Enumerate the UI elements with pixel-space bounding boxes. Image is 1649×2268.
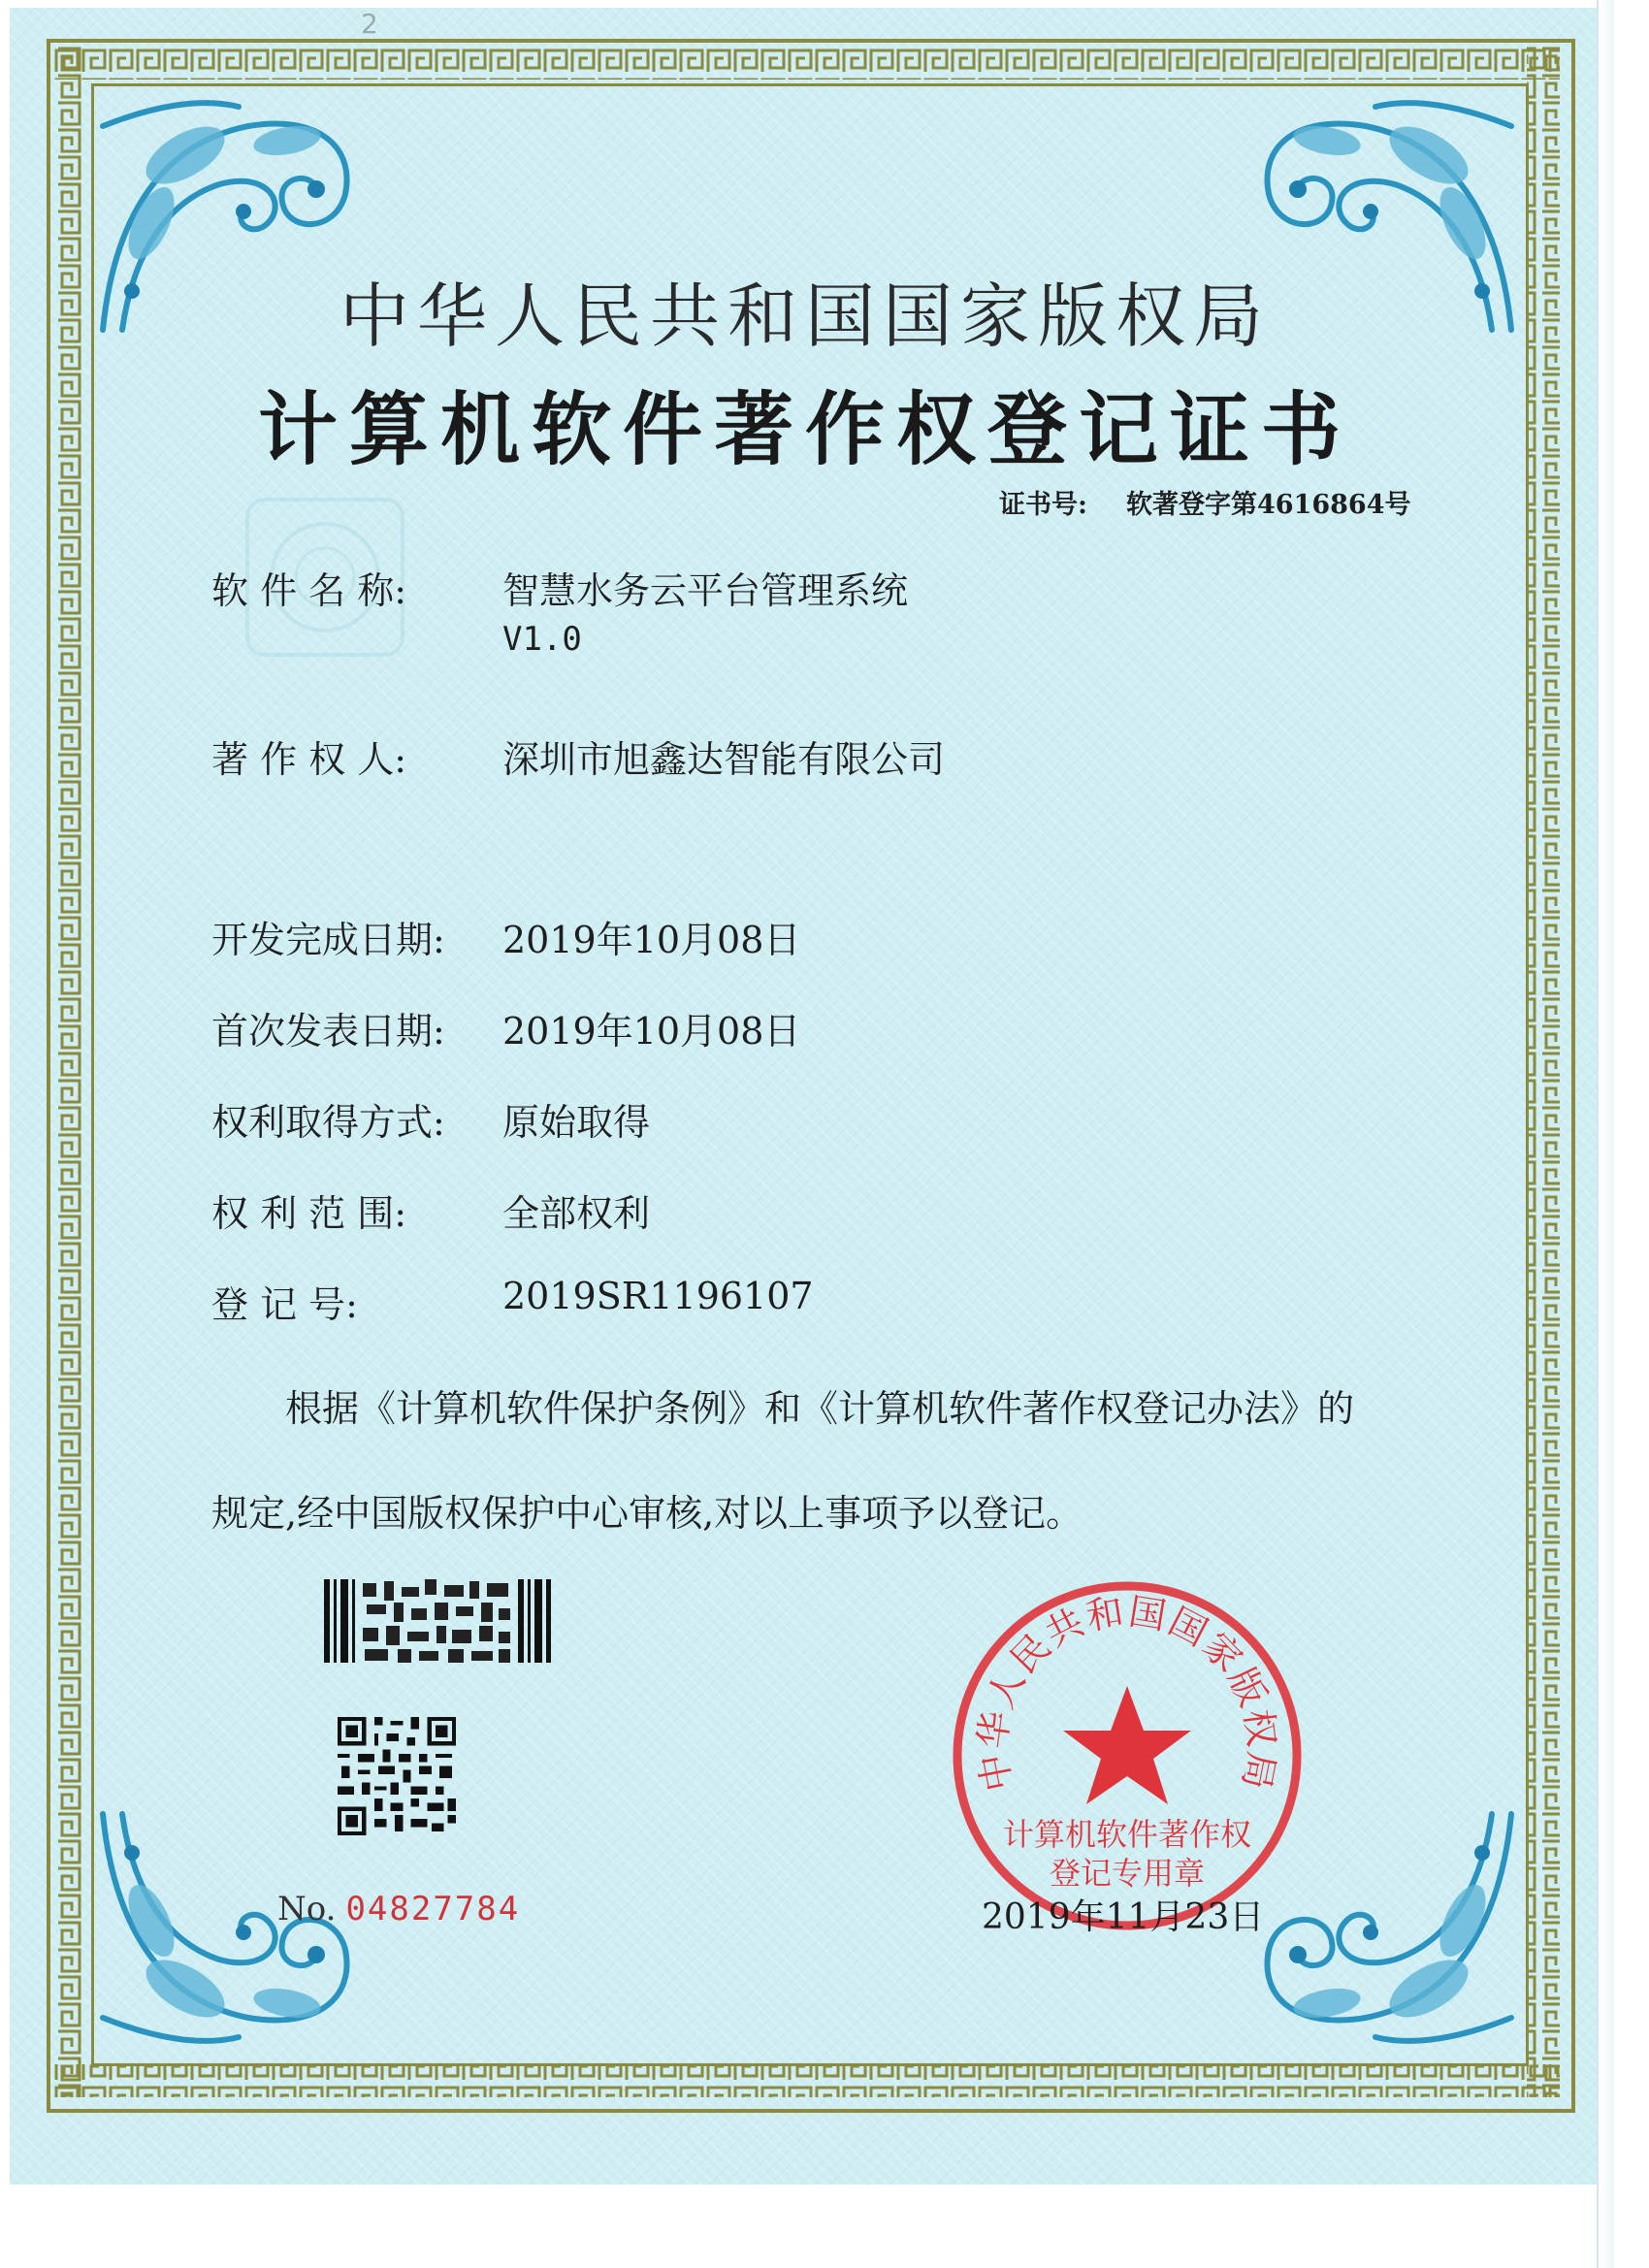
seal-inner-line-1: 计算机软件著作权 bbox=[1002, 1816, 1252, 1853]
seal-ring-text: 中华人民共和国国家版权局 bbox=[970, 1589, 1284, 1796]
field-acquire bbox=[211, 1092, 650, 1146]
field-pub-date bbox=[211, 1001, 800, 1054]
statement-line-1: 根据《计算机软件保护条例》和《计算机软件著作权登记办法》的 bbox=[285, 1387, 1355, 1430]
field-reg-no bbox=[211, 1275, 814, 1328]
reg-no-value: 2019SR1196107 bbox=[502, 1275, 814, 1317]
scope-label: 权 利 范 围: bbox=[211, 1192, 407, 1235]
dev-date-value: 2019年10月08日 bbox=[502, 919, 801, 961]
dev-date-label: 开发完成日期: bbox=[211, 919, 445, 961]
certificate-number-value: 软著登字第4616864号 bbox=[1125, 490, 1411, 520]
official-seal bbox=[943, 1571, 1311, 1940]
field-scope bbox=[211, 1183, 650, 1237]
certificate-number bbox=[999, 483, 1410, 521]
software-name-value: 智慧水务云平台管理系统 bbox=[502, 569, 909, 612]
acquire-value: 原始取得 bbox=[502, 1101, 651, 1144]
issuer-title: 中华人民共和国国家版权局 bbox=[339, 275, 1271, 357]
seal-inner-line-2: 登记专用章 bbox=[1049, 1855, 1206, 1892]
registration-statement bbox=[211, 1356, 1443, 1566]
pub-date-label: 首次发表日期: bbox=[211, 1010, 445, 1053]
software-version: V1.0 bbox=[502, 620, 582, 659]
statement-line-2: 规定,经中国版权保护中心审核,对以上事项予以登记。 bbox=[211, 1492, 1083, 1535]
serial-value: 04827784 bbox=[345, 1890, 521, 1928]
pencil-mark: 2 bbox=[361, 8, 378, 40]
certificate-number-label: 证书号: bbox=[999, 490, 1087, 520]
pub-date-value: 2019年10月08日 bbox=[502, 1010, 801, 1053]
owner-value: 深圳市旭鑫达智能有限公司 bbox=[502, 738, 946, 781]
field-owner bbox=[211, 729, 945, 783]
corner-ornament-bottom-left bbox=[93, 1804, 374, 2057]
field-dev-date bbox=[211, 910, 800, 963]
owner-label: 著 作 权 人: bbox=[211, 738, 407, 781]
certificate-title: 计算机软件著作权登记证书 bbox=[257, 383, 1352, 476]
serial-label: No. bbox=[277, 1890, 337, 1928]
seal-star-icon bbox=[1063, 1686, 1191, 1804]
issue-date: 2019年11月23日 bbox=[982, 1897, 1265, 1937]
scope-value: 全部权利 bbox=[502, 1192, 651, 1235]
qr-code bbox=[338, 1717, 456, 1835]
serial-number bbox=[277, 1890, 520, 1928]
acquire-label: 权利取得方式: bbox=[211, 1101, 445, 1144]
field-software-name bbox=[211, 561, 908, 659]
barcode bbox=[324, 1579, 557, 1663]
reg-no-label: 登 记 号: bbox=[211, 1283, 358, 1326]
software-name-label: 软 件 名 称: bbox=[211, 569, 407, 612]
